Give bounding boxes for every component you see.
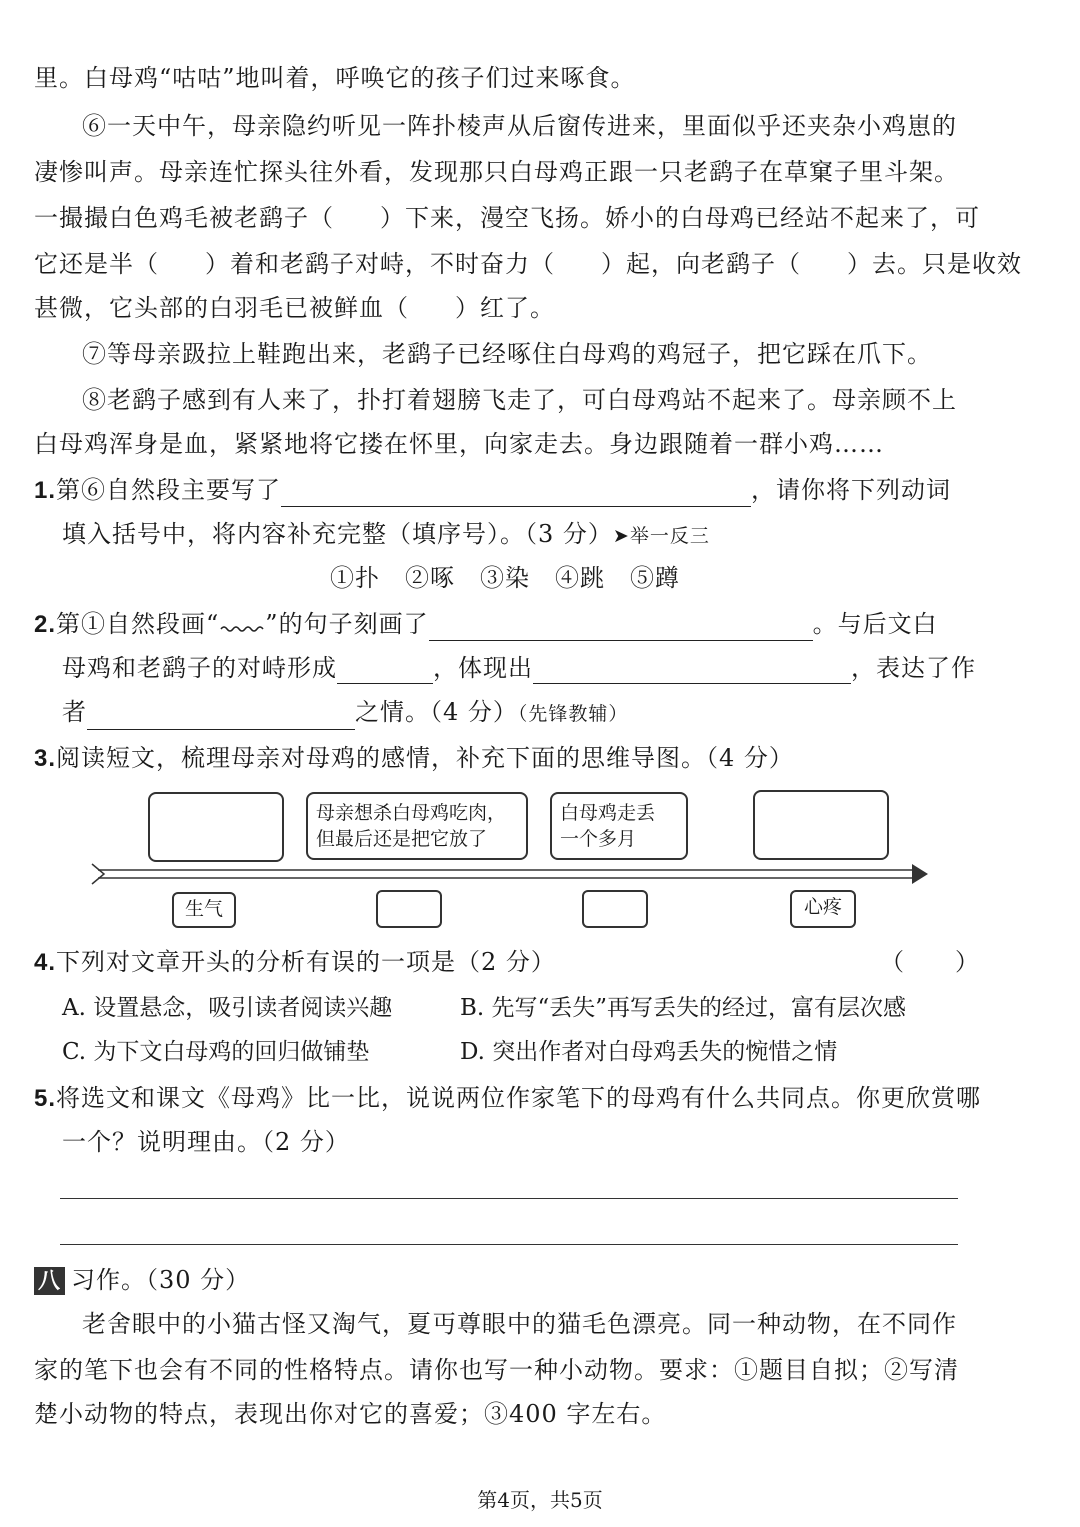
question-text: 。与后文白 [812,610,938,638]
question-text: 阅读短文，梳理母亲对母鸡的感情，补充下面的思维导图。（4 分） [56,744,794,772]
practice-tag: ➤举一反三 [612,525,710,547]
mindmap-text: 但最后还是把它放了 [316,828,488,850]
question-2-cont [62,652,976,684]
mindmap-box-empty-1[interactable] [148,792,284,862]
timeline-arrow-icon [90,858,930,892]
passage-text: 它还是半（ [34,250,159,278]
question-5-cont: 一个？说明理由。（2 分） [62,1128,350,1156]
mindmap-box-event-2 [306,792,528,860]
mindmap-box-event-3 [550,792,688,860]
source-tag: （先锋教辅） [517,703,629,725]
mindmap-text: 一个多月 [560,828,637,850]
question-text: 母鸡和老鹞子的对峙形成 [62,654,337,682]
answer-blank[interactable] [337,657,433,684]
section-8-heading [34,1264,250,1296]
mindmap-text: 母亲想杀白母鸡吃肉， [316,802,507,824]
passage-text: ）起，向老鹞子（ [601,250,801,278]
question-text: ，表达了作 [851,654,976,682]
question-text: 者 [62,698,87,726]
option-d[interactable]: D. 突出作者对白母鸡丢失的惋惜之情 [460,1039,838,1065]
passage-line [34,202,980,234]
prompt-line: 楚小动物的特点，表现出你对它的喜爱；③400 字左右。 [34,1400,667,1428]
question-text: 之情。（4 分） [355,698,518,726]
emotion-label-4: 心疼 [790,890,856,928]
option-b[interactable]: B. 先写“丢失”再写丢失的经过，富有层次感 [460,995,907,1021]
question-text: 将选文和课文《母鸡》比一比，说说两位作家笔下的母鸡有什么共同点。你更欣赏哪 [56,1084,982,1112]
question-text: 下列对文章开头的分析有误的一项是（2 分） [56,948,556,976]
option-a[interactable]: A. 设置悬念，吸引读者阅读兴趣 [62,995,393,1021]
passage-text: 一撮撮白色鸡毛被老鹞子（ [34,204,334,232]
passage-text: ）下来，漫空飞扬。娇小的白母鸡已经站不起来了，可 [380,204,980,232]
passage-line: ⑦等母亲趿拉上鞋跑出来，老鹞子已经啄住白母鸡的鸡冠子，把它踩在爪下。 [82,340,932,368]
answer-blank[interactable] [87,703,355,730]
passage-line [34,248,1022,280]
question-number: 5. [34,1085,57,1112]
question-4 [34,946,556,979]
passage-line: 白母鸡浑身是血，紧紧地将它搂在怀里，向家走去。身边跟随着一群小鸡…… [34,430,884,458]
option-c[interactable]: C. 为下文白母鸡的回归做铺垫 [62,1039,370,1065]
question-3 [34,742,794,775]
passage-line: 里。白母鸡“咕咕”地叫着，呼唤它的孩子们过来啄食。 [34,64,636,92]
section-title: 习作。（30 分） [71,1266,251,1294]
question-1 [34,474,951,507]
question-text: 第⑥自然段主要写了 [56,476,282,504]
answer-paren[interactable]: （ ） [880,948,980,976]
question-text: 填入括号中，将内容补充完整（填序号）。（3 分） [62,520,613,548]
passage-text: 甚微，它头部的白羽毛已被鲜血（ [34,294,409,322]
emotion-blank-3[interactable] [582,890,648,928]
answer-line[interactable] [60,1198,958,1199]
passage-line: ⑥一天中午，母亲隐约听见一阵扑棱声从后窗传进来，里面似乎还夹杂小鸡崽的 [82,112,957,140]
answer-line[interactable] [60,1244,958,1245]
verb-options: ①扑 ②啄 ③染 ④跳 ⑤蹲 [330,564,680,592]
passage-line: ⑧老鹞子感到有人来了，扑打着翅膀飞走了，可白母鸡站不起来了。母亲顾不上 [82,386,957,414]
question-1-cont [62,518,710,552]
page-number: 第4页，共5页 [477,1488,603,1512]
mindmap-box-empty-4[interactable] [753,790,889,860]
passage-text: ）红了。 [455,294,555,322]
question-text: ，请你将下列动词 [751,476,952,504]
section-badge: 八 [34,1267,65,1295]
question-text: ，体现出 [433,654,533,682]
prompt-line: 家的笔下也会有不同的性格特点。请你也写一种小动物。要求：①题目自拟；②写清 [34,1356,959,1384]
question-number: 2. [34,611,57,638]
mindmap-text: 白母鸡走丢 [560,802,656,824]
emotion-blank-2[interactable] [376,890,442,928]
question-5 [34,1082,981,1115]
question-number: 4. [34,949,57,976]
question-text: ”的句子刻画了 [265,610,429,638]
question-text: 第①自然段画“ [56,610,220,638]
question-2 [34,608,938,641]
question-2-cont [62,696,628,730]
answer-blank[interactable] [533,657,851,684]
wavy-underline-icon [219,617,265,635]
answer-blank[interactable] [281,480,751,507]
question-number: 1. [34,477,57,504]
passage-line: 凄惨叫声。母亲连忙探头往外看，发现那只白母鸡正跟一只老鹞子在草窠子里斗架。 [34,158,959,186]
question-number: 3. [34,745,57,772]
emotion-label-1: 生气 [172,892,236,928]
answer-blank[interactable] [429,614,813,641]
passage-text: ）去。只是收效 [847,250,1022,278]
passage-text: ）着和老鹞子对峙，不时奋力（ [205,250,555,278]
passage-line [34,292,555,324]
prompt-line: 老舍眼中的小猫古怪又淘气，夏丏尊眼中的猫毛色漂亮。同一种动物，在不同作 [82,1310,957,1338]
